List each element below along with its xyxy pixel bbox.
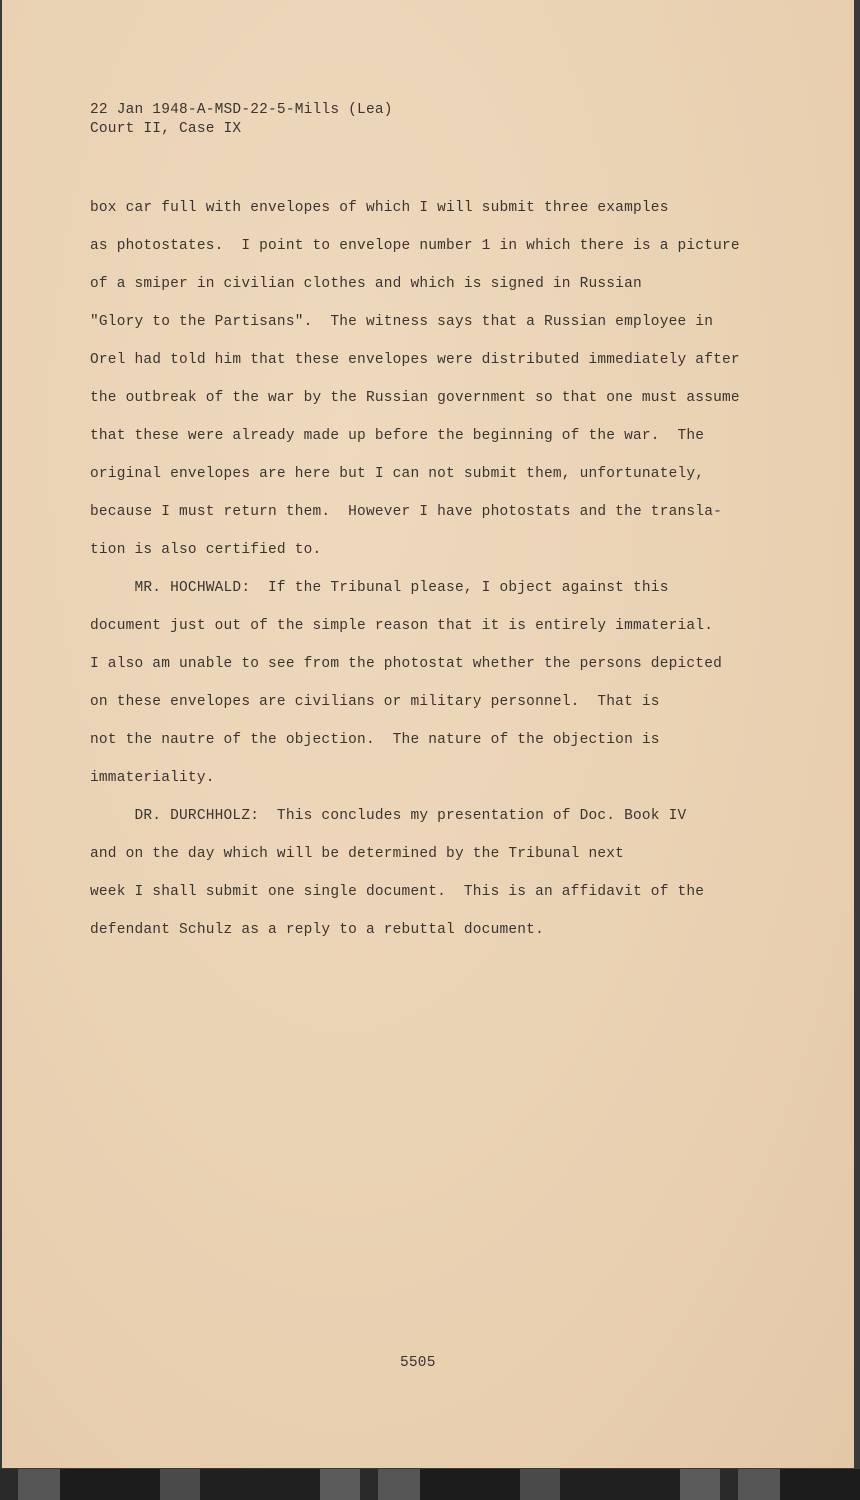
body-line: that these were already made up before the beginning of the war. The [90, 428, 705, 444]
body-line: the outbreak of the war by the Russian government so that one must assume [90, 390, 740, 406]
body-line: immateriality. [90, 770, 215, 786]
body-line: DR. DURCHHOLZ: This concludes my presentation of Doc. Book IV [90, 808, 687, 824]
body-line: on these envelopes are civilians or military personnel. That is [90, 694, 660, 710]
body-line: week I shall submit one single document. This is an affidavit of the [90, 884, 705, 900]
document-page [2, 0, 854, 1468]
body-line: tion is also certified to. [90, 542, 322, 558]
body-line: box car full with envelopes of which I will submit three examples [90, 200, 669, 216]
body-line: original envelopes are here but I can not submit them, unfortunately, [90, 466, 705, 482]
body-line: "Glory to the Partisans". The witness says that a Russian employee in [90, 314, 714, 330]
scanner-edge-strip [0, 1469, 860, 1500]
body-line: of a smiper in civilian clothes and which is signed in Russian [90, 276, 642, 292]
header-line-2: Court II, Case IX [90, 121, 242, 137]
body-line: and on the day which will be determined by the Tribunal next [90, 846, 625, 862]
body-line: defendant Schulz as a reply to a rebuttal document. [90, 922, 544, 938]
body-line: MR. HOCHWALD: If the Tribunal please, I object against this [90, 580, 669, 596]
body-line: Orel had told him that these envelopes were distributed immediately after [90, 352, 740, 368]
body-line: I also am unable to see from the photostat whether the persons depicted [90, 656, 723, 672]
body-line: document just out of the simple reason that it is entirely immaterial. [90, 618, 714, 634]
body-line: not the nautre of the objection. The nature of the objection is [90, 732, 660, 748]
page-number: 5505 [400, 1355, 436, 1371]
body-line: as photostates. I point to envelope number 1 in which there is a picture [90, 238, 740, 254]
body-line: because I must return them. However I have photostats and the transla- [90, 504, 723, 520]
header-line-1: 22 Jan 1948-A-MSD-22-5-Mills (Lea) [90, 102, 393, 118]
